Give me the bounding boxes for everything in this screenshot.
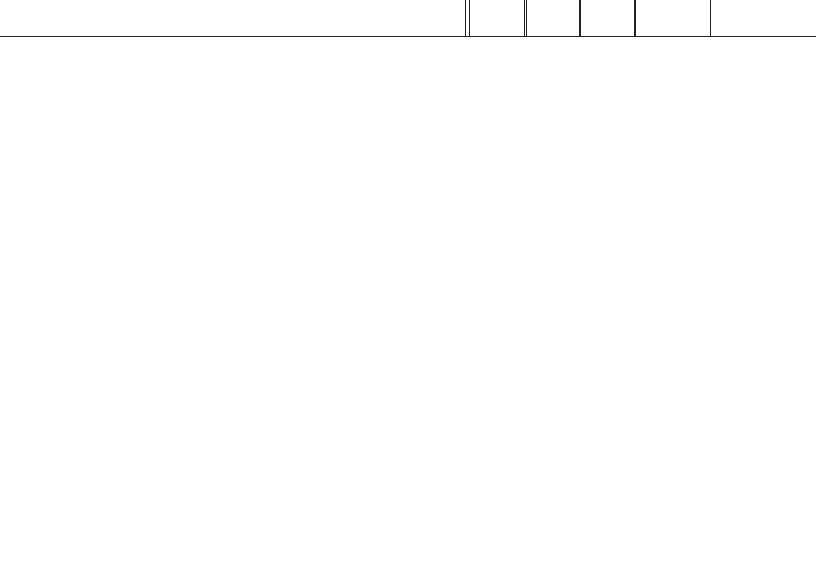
table-cell-frame	[0, 0, 470, 37]
table-cell-frame	[465, 0, 527, 37]
table-cell-frame	[634, 0, 711, 37]
table-rule	[0, 36, 816, 37]
table-cell-frame	[524, 0, 581, 37]
table-cell-frame	[579, 0, 636, 37]
